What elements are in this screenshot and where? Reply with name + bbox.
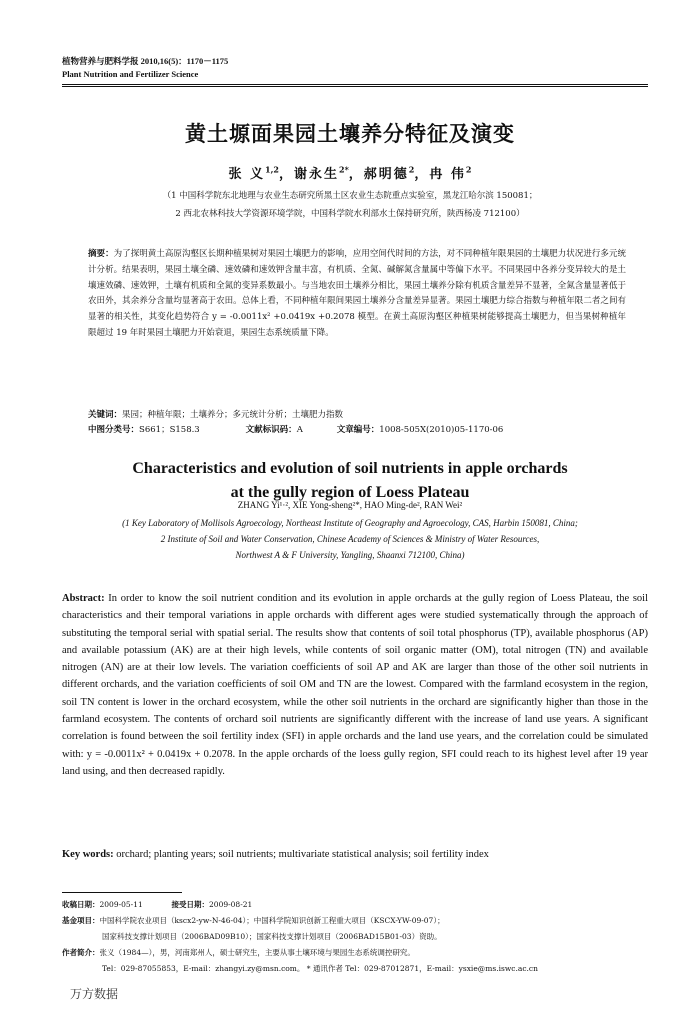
english-title-line-1: Characteristics and evolution of soil nutrients in apple orchards bbox=[132, 460, 568, 477]
chinese-title: 黄土塬面果园土壤养分特征及演变 bbox=[185, 121, 515, 146]
journal-header bbox=[62, 55, 228, 81]
english-title-line-2: at the gully region of Loess Plateau bbox=[230, 484, 470, 501]
author-4-sup: 2 bbox=[465, 164, 472, 175]
english-keywords-label: Key words: bbox=[62, 849, 114, 860]
clc-label: 中图分类号： bbox=[88, 425, 140, 435]
doc-code-value: A bbox=[296, 425, 303, 435]
chinese-abstract-text: 为了探明黄土高原沟壑区长期种植果树对果园土壤肥力的影响，应用空间代时间的方法，对不同种植年限果园的土壤肥力状况进行多元统计分析。结果表明，果园土壤全磷、速效磷和速效钾含量丰富，有机质、全氮、碱解氮含量属中等偏下水平。不同果园中各养分变异较大的是土壤速效磷、速效钾，土壤有机质和全氮的变异系数最小。与当地农田土壤养分相比，果园土壤养分除有机质含量差异不显著，全氮含量显著低于农田外，其余养分含量均显著高于农田。总体上看，不同种植年限间果园土壤养分含量差异显著。果园土壤肥力综合指数与种植年限二者之间有显著的相关性，其变化趋势符合 y = -0.0011x² +0.0419x +0.2078 模型。在黄土高原沟壑区种植果树能够提高土壤肥力，但当果树种植年限超过 19 年时果园土壤肥力开始衰退，果园生态系统质量下降。 bbox=[88, 249, 626, 338]
footnote-fund bbox=[62, 915, 648, 927]
chinese-affiliation-1: （1 中国科学院东北地理与农业生态研究所黑土区农业生态院重点实验室，黑龙江哈尔滨 150081； bbox=[162, 191, 538, 201]
english-keywords-text: orchard; planting years; soil nutrients; multivariate statistical analysis; soil fertility index bbox=[113, 849, 489, 860]
author-4: 冉 伟 bbox=[429, 167, 466, 182]
footnote-author bbox=[62, 947, 648, 959]
clc-value: S661；S158.3 bbox=[139, 425, 200, 435]
footnote-fund-cont bbox=[62, 931, 648, 943]
english-abstract-text: In order to know the soil nutrient condition and its evolution in apple orchards at the gully region of Loess Plateau, the soil characteristics and their temporal variations in apple orchards with different ages were studied systematically through the approach of substituting the temporal serial with spatial serial. The results show that contents of soil total phosphorus (TP), available phosphorus (AP) and available potassium (AK) are at their high levels, while contents of soil organic matter (OM), total nitrogen (TN) and available nitrogen (AN) are at their low levels. The variation coefficients of soil AP and AK are larger than those of the other soil nutrients in different orchards, and the variation coefficients of soil OM and TN are the lowest. Compared with the farmland ecosystem in the region, soil TN content is lower in the orchard ecosystem, while the other soil nutrients in the orchard are significantly higher than those in the farmland ecosystem. The contents of orchard soil nutrients are significantly different with the increase of land use years. A significant correlation is found between the soil fertility index (SFI) in apple orchards and the land use years, and the correlation could be simulated with: y = -0.0011x² + 0.0419x + 0.2078. In the apple orchards of the loess gully region, SFI could reach to its highest level after 19 year land using, and then decreased rapidly. bbox=[62, 593, 648, 777]
author-2: 谢永生 bbox=[293, 167, 339, 182]
chinese-affiliation-2: 2 西北农林科技大学资源环境学院，中国科学院水利部水土保持研究所，陕西杨凌 712100） bbox=[175, 209, 525, 219]
fund-line-1: 中国科学院农业项目（kscx2-yw-N-46-04）；中国科学院知识创新工程重大项目（KSCX-YW-09-07）； bbox=[99, 916, 445, 925]
english-authors: ZHANG Yi¹·², XIE Yong-sheng²*, HAO Ming-de², RAN Wei² bbox=[237, 500, 463, 510]
author-contact-line: Tel：029-87055853，E-mail：zhangyi.zy@msn.com。 * 通讯作者 Tel：029-87012871，E-mail：ysxie@ms.iswc.ac.cn bbox=[102, 964, 538, 973]
chinese-keywords-label: 关键词： bbox=[88, 410, 123, 420]
english-affiliation-3: Northwest A & F University, Yangling, Shaanxi 712100, China) bbox=[235, 550, 465, 560]
english-keywords bbox=[62, 849, 648, 860]
article-no-label: 文章编号： bbox=[336, 425, 380, 435]
author-1-sup: 1,2 bbox=[265, 164, 279, 175]
chinese-authors: 张 义$^{1,2}$，谢永生$^{2*}$，郝明德$^2$，冉 伟$^2$ bbox=[228, 164, 472, 182]
article-no-value: 1008-505X(2010)05-1170-06 bbox=[379, 425, 504, 435]
author-3: 郝明德 bbox=[363, 167, 409, 182]
footnote-dates bbox=[62, 899, 648, 911]
english-title bbox=[0, 457, 700, 505]
chinese-keywords-text: 果园；种植年限；土壤养分；多元统计分析；土壤肥力指数 bbox=[122, 410, 344, 420]
received-label: 收稿日期： bbox=[62, 900, 100, 909]
author-bio-label: 作者简介： bbox=[62, 948, 100, 957]
author-2-sup: 2* bbox=[339, 164, 349, 175]
watermark: 万方数据 bbox=[70, 987, 119, 1001]
author-bio-line-1: 张义（1984—），男，河南郑州人，硕士研究生，主要从事土壤环境与果园生态系统调控研究。 bbox=[99, 948, 415, 957]
doc-code-label: 文献标识码： bbox=[245, 425, 297, 435]
english-abstract-label: Abstract: bbox=[62, 593, 105, 604]
chinese-abstract-label: 摘要： bbox=[88, 249, 114, 259]
chinese-classification bbox=[88, 423, 503, 435]
english-affiliation-2: 2 Institute of Soil and Water Conservation, Chinese Academy of Sciences & Ministry of Water Resources, bbox=[160, 534, 540, 544]
fund-line-2: 国家科技支撑计划项目（2006BAD09B10）；国家科技支撑计划项目（2006BAD15B01-03）资助。 bbox=[102, 932, 442, 941]
footnote-rule bbox=[62, 892, 182, 893]
accepted-label: 接受日期： bbox=[171, 900, 210, 909]
journal-citation-cn: 植物营养与肥料学报 2010,16(5)：1170－1175 bbox=[62, 56, 229, 66]
english-affiliation-1: (1 Key Laboratory of Mollisols Agroecology, Northeast Institute of Geography and Agroecology, CAS, Harbin 150081, China; bbox=[122, 518, 578, 528]
footnote-contact bbox=[62, 963, 648, 975]
journal-name-en: Plant Nutrition and Fertilizer Science bbox=[62, 69, 199, 79]
author-3-sup: 2 bbox=[408, 164, 415, 175]
header-rule-top bbox=[62, 84, 648, 85]
english-abstract bbox=[62, 590, 648, 780]
fund-label: 基金项目： bbox=[62, 916, 100, 925]
chinese-keywords bbox=[88, 408, 343, 420]
author-1: 张 义 bbox=[228, 167, 266, 182]
received-date: 2009-05-11 bbox=[99, 900, 143, 909]
chinese-abstract bbox=[88, 247, 626, 342]
accepted-date: 2009-08-21 bbox=[209, 900, 253, 909]
header-rule-bottom bbox=[62, 86, 648, 87]
